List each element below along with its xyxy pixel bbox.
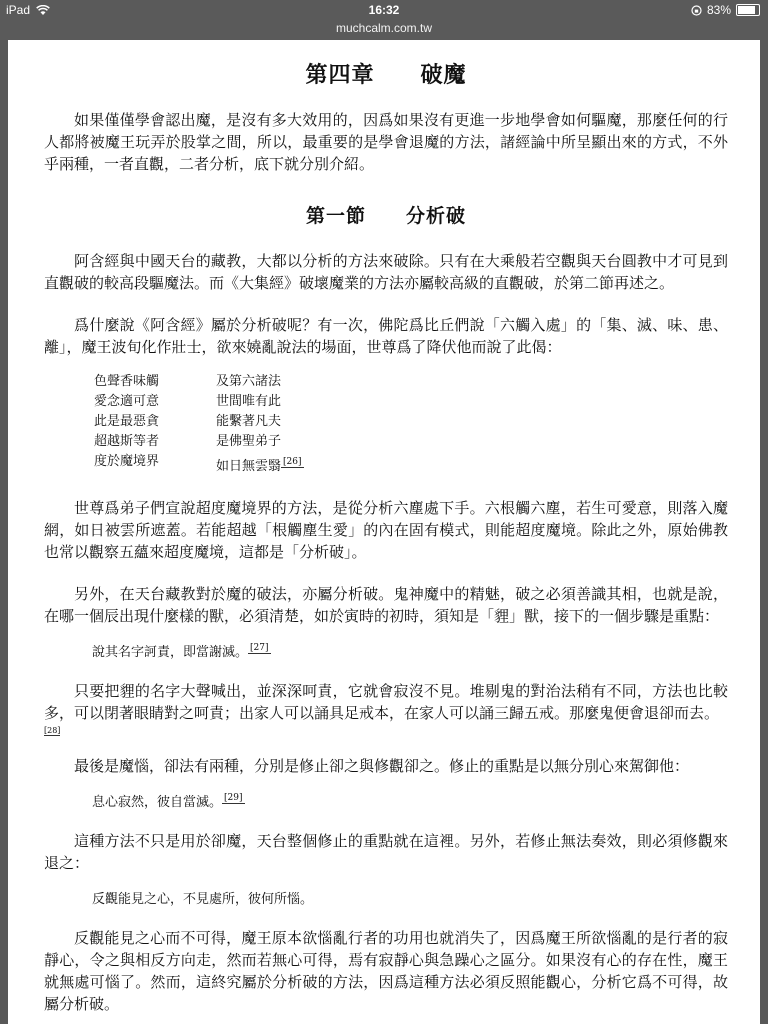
document-content xyxy=(44,40,728,1024)
document-page xyxy=(8,40,760,1024)
paragraph-1: 阿含經與中國天台的藏教，大都以分析的方法來破除。只有在大乘般若空觀與天台圓教中才可見到直觀破的較高段驅魔法。而《大集經》破壞魔業的方法亦屬較高級的直觀破，於第二節再述之。 xyxy=(44,252,728,292)
verse-left: 度於魔境界 xyxy=(94,454,160,469)
footnote-link-27[interactable]: [27] xyxy=(250,643,269,653)
verse-line xyxy=(94,392,728,412)
paragraph-3: 世尊爲弟子們宣說超度魔境界的方法，是從分析六塵處下手。六根觸六塵，若生可愛意，則落入魔網，如日被雲所遮蓋。若能超越「根觸塵生愛」的內在固有模式，則能超度魔境。除此之外，原始佛教也常以觀察五蘊來超度魔境，這都是「分析破」。 xyxy=(44,499,728,561)
status-right xyxy=(691,3,760,17)
status-bar xyxy=(0,0,768,20)
paragraph-5: 只要把貍的名字大聲喊出，並深深呵責，它就會寂沒不見。堆剔鬼的對治法稍有不同，方法也比較多，可以閉著眼睛對之呵責；出家人可以誦具足戒本，在家人可以誦三歸五戒。那麼鬼便會退卻而去。 xyxy=(44,682,728,722)
quote-1 xyxy=(92,641,728,660)
quote-2 xyxy=(92,791,728,810)
quote-3 xyxy=(92,888,728,907)
footnote-28-container xyxy=(44,726,728,735)
quote-1-text: 說其名字訶責，即當謝滅。 xyxy=(92,645,249,660)
paragraph-4: 另外，在天台藏教對於魔的破法，亦屬分析破。鬼神魔中的精魅，破之必須善識其相，也就是說，在哪一個辰出現什麼樣的獸，必須清楚，如於寅時的初時，須知是「貍」獸，接下的一個步驟是重點： xyxy=(44,585,728,625)
footnote-link-26[interactable]: [26] xyxy=(283,457,302,467)
verse-line xyxy=(94,412,728,432)
verse-left: 色聲香味觸 xyxy=(94,374,160,389)
verse-right xyxy=(216,452,304,477)
verse-left: 愛念適可意 xyxy=(94,394,160,409)
quote-3-text: 反觀能見之心，不見處所，彼何所惱。 xyxy=(92,892,314,907)
quote-2-text: 息心寂然，彼自當滅。 xyxy=(92,795,223,810)
paragraph-6: 最後是魔惱，卻法有兩種，分別是修止卻之與修觀卻之。修止的重點是以無分別心來駕御他： xyxy=(74,757,690,775)
battery-percent: 83% xyxy=(706,3,731,17)
verse-line xyxy=(94,452,728,477)
verse-line xyxy=(94,432,728,452)
verse-block xyxy=(94,372,728,477)
url-text[interactable]: muchcalm.com.tw xyxy=(335,21,433,35)
footnote-link-29[interactable]: [29] xyxy=(224,793,243,803)
verse-right-text: 如日無雲翳 xyxy=(216,459,282,474)
verse-left: 此是最惡貪 xyxy=(94,414,160,429)
verse-right: 能繫著凡夫 xyxy=(216,414,282,429)
verse-right: 是佛聖弟子 xyxy=(216,434,282,449)
paragraph-7: 這種方法不只是用於卻魔，天台整個修止的重點就在這裡。另外，若修止無法奏效，則必須修觀來退之： xyxy=(44,832,728,872)
intro-paragraph: 如果僅僅學會認出魔，是沒有多大效用的，因爲如果沒有更進一步地學會如何驅魔，那麼任何的行人都將被魔王玩弄於股掌之間，所以，最重要的是學會退魔的方法，諸經論中所呈顯出來的方式，不外乎兩種，一者直觀，二者分析，底下就分別介紹。 xyxy=(44,111,728,173)
device-label: iPad xyxy=(6,3,31,17)
paragraph-8: 反觀能見之心而不可得，魔王原本欲惱亂行者的功用也就消失了，因爲魔王所欲惱亂的是行者的寂靜心，令之與相反方向走，然而若無心可得，焉有寂靜心與急躁心之區分。如果沒有心的存在性，魔王就無處可惱了。然而，這終究屬於分析破的方法，因爲這種方法必須反照能觀心，分析它爲不可得，故屬分析破。 xyxy=(44,929,728,1013)
orientation-lock-icon xyxy=(691,5,702,16)
verse-right: 及第六諸法 xyxy=(216,374,282,389)
verse-line xyxy=(94,372,728,392)
section-title: 第一節 分析破 xyxy=(305,205,466,227)
verse-left: 超越斯等者 xyxy=(94,434,160,449)
verse-right: 世間唯有此 xyxy=(216,394,282,409)
status-time: 16:32 xyxy=(368,3,400,17)
chapter-title: 第四章 破魔 xyxy=(305,62,467,88)
footnote-link-28[interactable]: [28] xyxy=(44,726,61,735)
url-bar[interactable] xyxy=(0,20,768,40)
battery-icon xyxy=(736,4,760,16)
paragraph-2: 爲什麼說《阿含經》屬於分析破呢？有一次，佛陀爲比丘們說「六觸入處」的「集、滅、味、患、離」，魔王波旬化作壯士，欲來嬈亂說法的場面，世尊爲了降伏他而說了此偈： xyxy=(44,316,728,356)
